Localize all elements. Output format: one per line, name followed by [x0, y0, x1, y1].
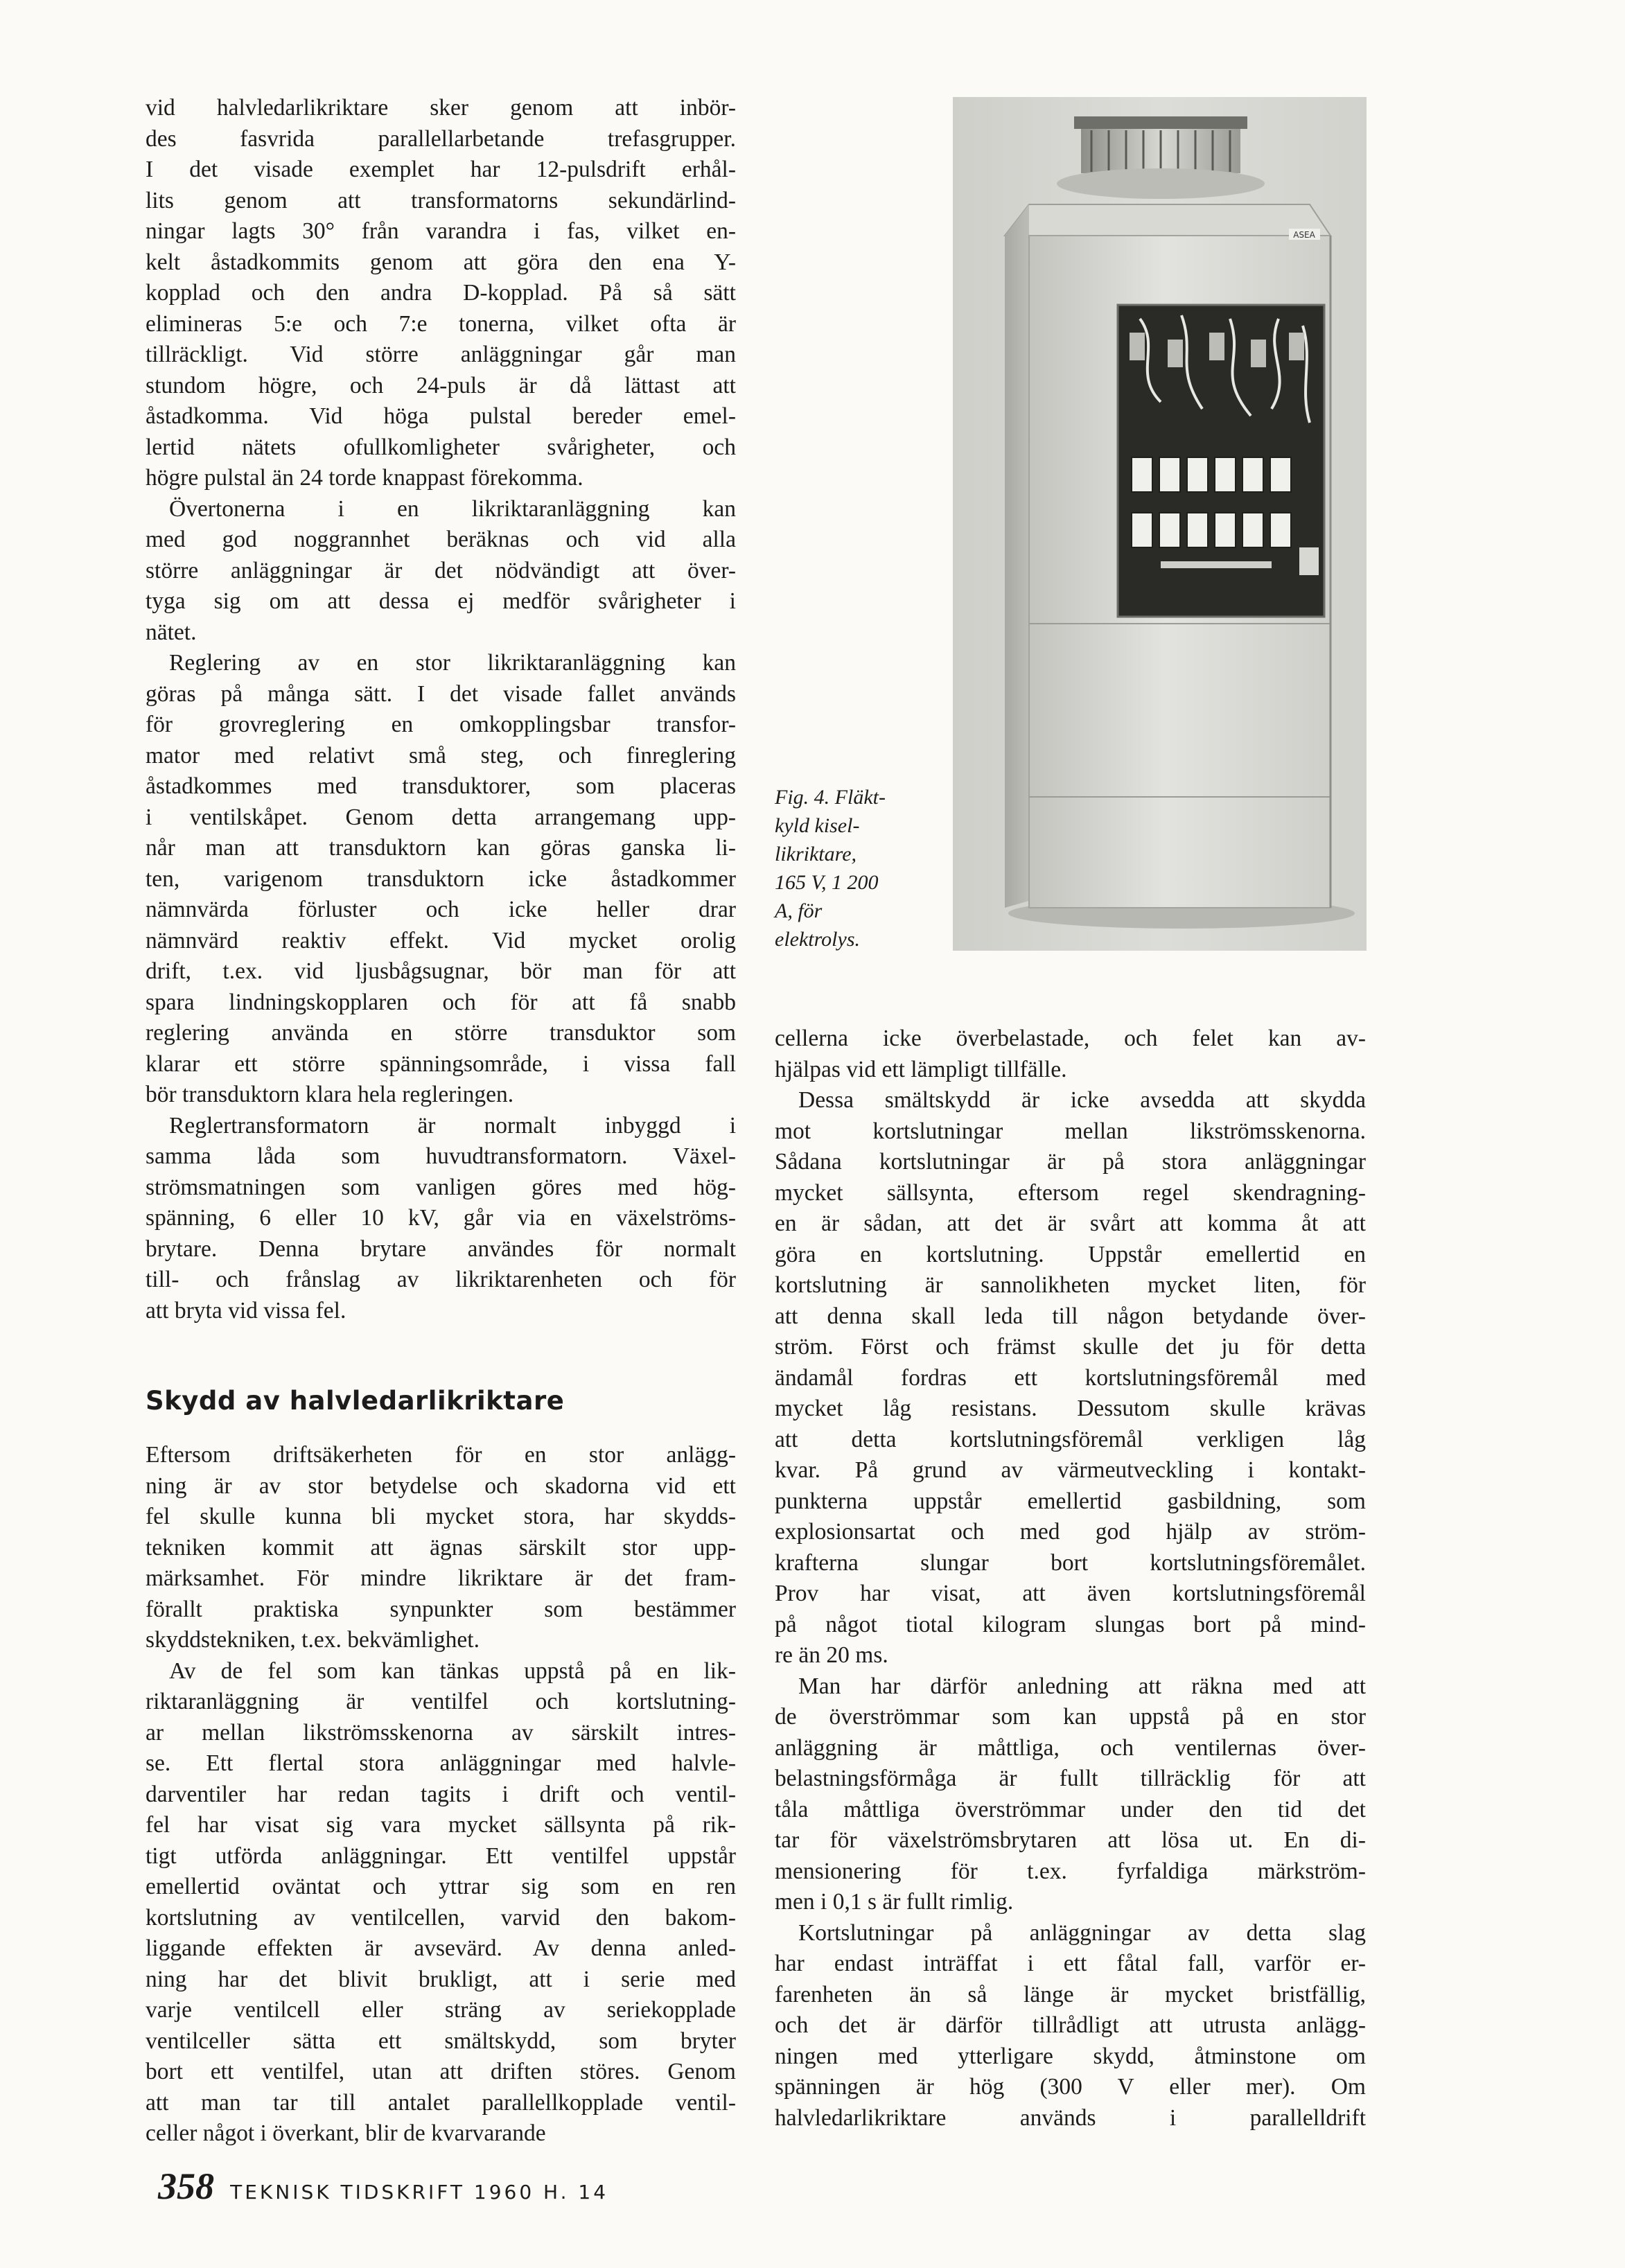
text-line: till- och frånslag av likriktarenheten och för	[146, 1267, 736, 1292]
text-line: fel skulle kunna bli mycket stora, har skydds-	[146, 1504, 736, 1529]
text-line: att denna skall leda till någon betydande över-	[775, 1303, 1366, 1329]
text-line: skyddstekniken, t.ex. bekvämlighet.	[146, 1627, 480, 1653]
text-line: tillräckligt. Vid större anläggningar går man	[146, 342, 736, 367]
text-line: nätet.	[146, 619, 197, 645]
text-line: vid halvledarlikriktare sker genom att inbör-	[146, 95, 736, 121]
text-line: emellertid oväntat och yttrar sig som en ren	[146, 1874, 736, 1899]
text-line: Övertonerna i en likriktaranläggning kan	[169, 495, 736, 522]
text-line: ning är av stor betydelse och skadorna vid ett	[146, 1473, 736, 1499]
text-line: en är sådan, att det är svårt att komma åt att	[775, 1211, 1366, 1236]
text-line: belastningsförmåga är fullt tillräcklig för att	[775, 1766, 1366, 1791]
text-line: klarar ett större spänningsområde, i vissa fall	[146, 1051, 736, 1077]
text-line: att detta kortslutningsföremål verkligen låg	[775, 1426, 1366, 1452]
paragraph	[146, 1111, 736, 1327]
text-line: nämnvärda förluster och icke heller drar	[146, 897, 736, 922]
text-line: samma låda som huvudtransformatorn. Växel-	[146, 1143, 736, 1169]
text-line: mycket sällsynta, eftersom regel skendragning-	[775, 1179, 1366, 1206]
text-line: förallt praktiska synpunkter som bestämmer	[146, 1596, 736, 1622]
text-line: Kortslutningar på anläggningar av detta slag	[798, 1919, 1366, 1946]
text-line: des fasvrida parallellarbetande trefasgrupper.	[146, 125, 736, 152]
text-line: kvar. På grund av värmeutveckling i kontakt-	[775, 1457, 1366, 1483]
text-line: punkterna uppstår emellertid gasbildning, som	[775, 1488, 1366, 1514]
text-line: ändamål fordras ett kortslutningsföremål med	[775, 1364, 1366, 1391]
paragraph	[775, 1085, 1366, 1671]
text-line: bör transduktorn klara hela regleringen.	[146, 1082, 514, 1107]
text-line: tar för växelströmsbrytaren att lösa ut. En di-	[775, 1827, 1366, 1853]
text-line: men i 0,1 s är fullt rimlig.	[775, 1889, 1014, 1915]
text-line: ningar lagts 30° från varandra i fas, vilket en-	[146, 218, 736, 244]
text-line: på något tiotal kilogram slungas bort på mind-	[775, 1611, 1366, 1637]
caption-line: kyld kisel-	[775, 814, 860, 837]
text-line: tyga sig om att dessa ej medför svårigheter i	[146, 588, 736, 614]
text-line: liggande effekten är avsevärd. Av denna anled-	[146, 1935, 736, 1961]
text-line: göras på många sätt. I det visade fallet används	[146, 680, 736, 707]
caption-line: Fig. 4. Fläkt-	[775, 786, 886, 809]
text-line: har endast inträffat i ett fåtal fall, varför er-	[775, 1951, 1366, 1976]
caption-line: 165 V, 1 200	[775, 871, 879, 894]
text-line: drift, t.ex. vid ljusbågsugnar, bör man för att	[146, 958, 736, 984]
text-line: når man att transduktorn kan göras ganska li-	[146, 835, 736, 861]
text-line: mator med relativt små steg, och finreglering	[146, 742, 736, 768]
text-line: Sådana kortslutningar är på stora anläggningar	[775, 1149, 1366, 1175]
text-line: kelt åstadkommits genom att göra den ena Y-	[146, 249, 736, 275]
page-footer	[158, 2165, 608, 2208]
text-line: riktaranläggning är ventilfel och kortslutning-	[146, 1689, 736, 1714]
text-line: högre pulstal än 24 torde knappast förekomma.	[146, 465, 583, 491]
text-line: explosionsartat och med god hjälp av ström-	[775, 1519, 1366, 1545]
caption-line: elektrolys.	[775, 928, 861, 951]
text-line: mot kortslutningar mellan likströmsskenorna.	[775, 1118, 1366, 1144]
text-line: ning har det blivit brukligt, att i serie med	[146, 1966, 736, 1992]
text-line: fel har visat sig vara mycket sällsynta på rik-	[146, 1812, 736, 1838]
paragraph	[775, 1918, 1366, 2134]
text-line: lits genom att transformatorns sekundärlind-	[146, 187, 736, 213]
page-number: 358	[158, 2165, 214, 2207]
journal-reference: TEKNISK TIDSKRIFT 1960 H. 14	[230, 2181, 609, 2204]
text-line: varje ventilcell eller sträng av seriekopplade	[146, 1997, 736, 2023]
text-line: åstadkomma. Vid höga pulstal bereder emel-	[146, 403, 736, 429]
text-line: i ventilskåpet. Genom detta arrangemang upp-	[146, 804, 736, 830]
text-line: att man tar till antalet parallellkopplade ventil-	[146, 2089, 736, 2116]
text-line: göra en kortslutning. Uppstår emellertid en	[775, 1241, 1366, 1267]
text-line: Dessa smältskydd är icke avsedda att skydda	[798, 1087, 1366, 1113]
text-line: brytare. Denna brytare användes för normalt	[146, 1236, 736, 1262]
paragraph	[775, 1023, 1366, 1085]
text-line: se. Ett flertal stora anläggningar med halvle-	[146, 1750, 736, 1776]
paragraph	[775, 1671, 1366, 1918]
caption-line: A, för	[775, 899, 823, 922]
text-line: celler något i överkant, blir de kvarvarande	[146, 2120, 546, 2146]
text-line: ström. Först och främst skulle det ju för detta	[775, 1334, 1366, 1360]
text-line: lertid nätets ofullkomligheter svårigheter, och	[146, 434, 736, 460]
text-line: Eftersom driftsäkerheten för en stor anlägg-	[146, 1442, 736, 1468]
text-line: ventilceller sätta ett smältskydd, som bryter	[146, 2028, 736, 2054]
figure-photo	[953, 97, 1367, 951]
text-line: ten, varigenom transduktorn icke åstadkommer	[146, 865, 736, 892]
text-line: Prov har visat, att även kortslutningsföremål	[775, 1581, 1366, 1606]
text-line: tåla måttliga överströmmar under den tid det	[775, 1796, 1366, 1822]
text-line: tigt utförda anläggningar. Ett ventilfel uppstår	[146, 1843, 736, 1869]
rectifier-cabinet-illustration	[953, 97, 1367, 951]
section-heading: Skydd av halvledarlikriktare	[146, 1386, 565, 1416]
text-line: för grovreglering en omkopplingsbar transfor-	[146, 712, 736, 737]
text-line: anläggning är måttliga, och ventilernas över-	[775, 1734, 1366, 1761]
text-line: märksamhet. För mindre likriktare är det fram-	[146, 1565, 736, 1591]
text-line: Man har därför anledning att räkna med att	[798, 1673, 1366, 1699]
text-line: hjälpas vid ett lämpligt tillfälle.	[775, 1056, 1067, 1082]
paragraph	[146, 1440, 736, 1656]
text-line: kopplad och den andra D-kopplad. På så sätt	[146, 280, 736, 306]
right-column	[775, 1023, 1366, 2134]
text-line: kortslutning är sannolikheten mycket liten, för	[775, 1272, 1366, 1298]
text-line: åstadkommes med transduktorer, som placeras	[146, 773, 736, 799]
nameplate-label: ASEA	[1293, 230, 1315, 240]
text-line: stundom högre, och 24-puls är då lättast att	[146, 372, 736, 398]
text-line: spara lindningskopplaren och för att få snabb	[146, 989, 736, 1015]
figure-caption	[775, 783, 948, 953]
section-gap	[146, 1326, 736, 1384]
text-line: Reglertransformatorn är normalt inbyggd i	[169, 1112, 736, 1139]
text-line: mycket låg resistans. Dessutom skulle krävas	[775, 1396, 1366, 1421]
text-line: elimineras 5:e och 7:e tonerna, vilket ofta är	[146, 310, 736, 337]
text-line: Av de fel som kan tänkas uppstå på en lik-	[169, 1658, 736, 1684]
left-column	[146, 93, 736, 2150]
paragraph	[146, 648, 736, 1111]
text-line: spänningen är hög (300 V eller mer). Om	[775, 2074, 1366, 2100]
text-line: re än 20 ms.	[775, 1642, 888, 1668]
text-line: Reglering av en stor likriktaranläggning kan	[169, 650, 736, 676]
text-line: med god noggrannhet beräknas och vid alla	[146, 527, 736, 552]
text-line: I det visade exemplet har 12-pulsdrift erhål-	[146, 157, 736, 182]
paragraph	[146, 494, 736, 649]
text-line: att bryta vid vissa fel.	[146, 1297, 346, 1324]
text-line: ningen med ytterligare skydd, åtminstone om	[775, 2043, 1366, 2069]
text-line: bort ett ventilfel, utan att driften störes. Genom	[146, 2059, 736, 2084]
text-line: reglering använda en större transduktor som	[146, 1020, 736, 1046]
text-line: strömsmatningen som vanligen göres med hög-	[146, 1174, 736, 1200]
text-line: och det är därför tillrådligt att utrusta anlägg-	[775, 2012, 1366, 2038]
caption-line: likriktare,	[775, 843, 857, 865]
paragraph	[146, 93, 736, 494]
text-line: tekniken kommit att ägnas särskilt stor upp-	[146, 1534, 736, 1561]
text-line: de överströmmar som kan uppstå på en stor	[775, 1704, 1366, 1730]
text-line: halvledarlikriktare används i parallelldrift	[775, 2104, 1366, 2131]
text-line: mensionering för t.ex. fyrfaldiga märkström-	[775, 1858, 1366, 1884]
text-line: större anläggningar är det nödvändigt att över-	[146, 557, 736, 583]
text-line: nämnvärd reaktiv effekt. Vid mycket orolig	[146, 927, 736, 953]
text-line: ar mellan likströmsskenorna av särskilt intres-	[146, 1719, 736, 1746]
paragraph	[146, 1656, 736, 2150]
text-line: kortslutning av ventilcellen, varvid den bakom-	[146, 1904, 736, 1931]
text-line: spänning, 6 eller 10 kV, går via en växelströms-	[146, 1205, 736, 1231]
text-line: krafterna slungar bort kortslutningsföremålet.	[775, 1549, 1366, 1576]
text-line: cellerna icke överbelastade, och felet kan av-	[775, 1026, 1366, 1051]
text-line: darventiler har redan tagits i drift och ventil-	[146, 1781, 736, 1807]
text-line: farenheten än så länge är mycket bristfällig,	[775, 1981, 1366, 2007]
